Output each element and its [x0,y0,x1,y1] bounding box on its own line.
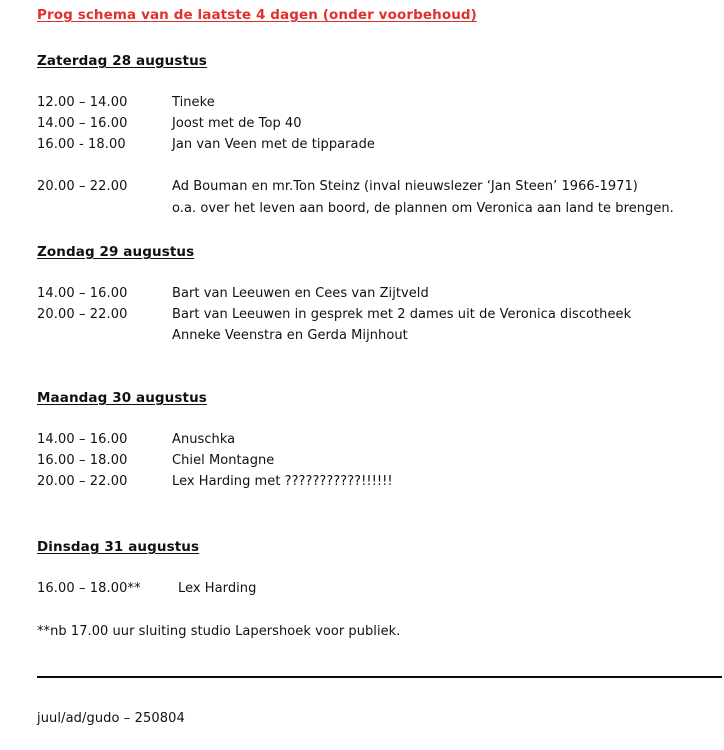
day-heading-zaterdag: Zaterdag 28 augustus [37,53,207,69]
schedule-row [37,179,717,199]
schedule-row [37,137,717,157]
day-heading-dinsdag: Dinsdag 31 augustus [37,539,200,555]
schedule-row [37,581,717,601]
row-time: 14.00 – 16.00 [37,286,128,301]
schedule-row [37,453,717,473]
row-description: Tineke [172,95,215,110]
row-description-continuation: Anneke Veenstra en Gerda Mijnhout [172,328,408,343]
row-description-continuation: o.a. over het leven aan boord, de plannen om Veronica aan land te brengen. [172,201,674,216]
row-time: 16.00 – 18.00** [37,581,141,596]
row-description: Chiel Montagne [172,453,275,468]
schedule-row [37,95,717,115]
row-time: 16.00 – 18.00 [37,453,128,468]
schedule-row [37,432,717,452]
row-time: 20.00 – 22.00 [37,179,128,194]
horizontal-divider [37,676,722,678]
day-heading-zondag: Zondag 29 augustus [37,244,195,260]
row-description: Bart van Leeuwen in gesprek met 2 dames uit de Veronica discotheek [172,307,632,322]
document-footer: juul/ad/gudo – 250804 [37,711,185,726]
page-title: Prog schema van de laatste 4 dagen (onder voorbehoud) [37,7,477,23]
schedule-row [37,307,717,327]
schedule-row [37,286,717,306]
row-description: Bart van Leeuwen en Cees van Zijtveld [172,286,429,301]
day-heading-maandag: Maandag 30 augustus [37,390,207,406]
row-time: 20.00 – 22.00 [37,307,128,322]
row-description: Anuschka [172,432,236,447]
row-description: Jan van Veen met de tipparade [172,137,375,152]
row-description: Lex Harding met ???????????!!!!!! [172,474,393,489]
row-time: 16.00 - 18.00 [37,137,126,152]
schedule-row [37,116,717,136]
row-description: Joost met de Top 40 [172,116,302,131]
row-description: Ad Bouman en mr.Ton Steinz (inval nieuwslezer ‘Jan Steen’ 1966-1971) [172,179,638,194]
row-time: 12.00 – 14.00 [37,95,128,110]
row-time: 20.00 – 22.00 [37,474,128,489]
schedule-row [37,474,717,494]
row-description: Lex Harding [178,581,257,596]
footnote-text: **nb 17.00 uur sluiting studio Lapershoek voor publiek. [37,624,401,639]
row-time: 14.00 – 16.00 [37,432,128,447]
row-time: 14.00 – 16.00 [37,116,128,131]
